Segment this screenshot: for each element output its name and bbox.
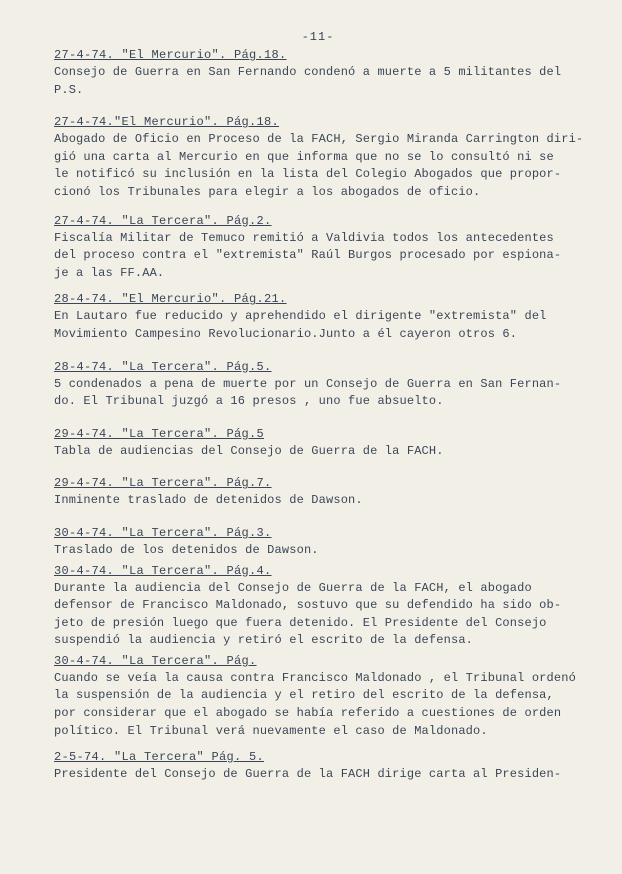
entry [54, 46, 582, 99]
entry-line: Cuando se veía la causa contra Francisco Maldonado , el Tribunal ordenó [54, 670, 576, 685]
entry-line: Fiscalía Militar de Temuco remitió a Valdivia todos los antecedentes [54, 230, 554, 245]
entry-heading: 27-4-74. "La Tercera". Pág.2. [54, 213, 272, 228]
entry [54, 562, 582, 650]
entry-heading: 30-4-74. "La Tercera". Pág. [54, 653, 257, 668]
entry-line: defensor de Francisco Maldonado, sostuvo que su defendido ha sido ob- [54, 598, 562, 613]
entry-line: suspendió la audiencia y retiró el escrito de la defensa. [54, 633, 474, 648]
entry [54, 113, 582, 201]
entry-heading: 29-4-74. "La Tercera". Pág.5 [54, 426, 265, 441]
entry-line: Presidente del Consejo de Guerra de la FACH dirige carta al Presiden- [54, 767, 562, 782]
entry-heading: 2-5-74. "La Tercera" Pág. 5. [54, 750, 265, 765]
entry [54, 425, 582, 461]
entry-heading: 27-4-74. "El Mercurio". Pág.18. [54, 48, 287, 62]
entry-line: jeto de presión luego que fuera detenido. El Presidente del Consejo [54, 615, 547, 630]
entry-line: 5 condenados a pena de muerte por un Consejo de Guerra en San Fernan- [54, 376, 562, 391]
page-number: -11- [301, 30, 335, 44]
entry-line: la suspensión de la audiencia y el retiro del escrito de la defensa, [54, 688, 554, 703]
entry-line: je a las FF.AA. [54, 265, 165, 280]
entry-line: Consejo de Guerra en San Fernando condenó a muerte a 5 militantes del [54, 65, 562, 79]
entry [54, 748, 582, 784]
entry-line: P.S. [54, 82, 84, 97]
entry [54, 524, 582, 560]
entry-heading: 30-4-74. "La Tercera". Pág.4. [54, 563, 272, 578]
entry-line: gió una carta al Mercurio en que informa que no se lo consultó ni se [54, 149, 554, 164]
entry-line: cionó los Tribunales para elegir a los abogados de oficio. [54, 184, 481, 199]
entry-heading: 28-4-74. "El Mercurio". Pág.21. [54, 292, 287, 307]
entry [54, 212, 582, 283]
entry-line: político. El Tribunal verá nuevamente el caso de Maldonado. [54, 723, 488, 738]
entry-line: do. El Tribunal juzgó a 16 presos , uno fue absuelto. [54, 394, 444, 409]
entry-heading: 29-4-74. "La Tercera". Pág.7. [54, 476, 272, 491]
entry [54, 652, 582, 740]
entry-line: Movimiento Campesino Revolucionario.Junto a él cayeron otros 6. [54, 326, 518, 341]
entry-line: Traslado de los detenidos de Dawson. [54, 542, 319, 557]
entry-line: En Lautaro fue reducido y aprehendido el dirigente "extremista" del [54, 309, 547, 324]
entry-heading: 28-4-74. "La Tercera". Pág.5. [54, 359, 272, 374]
entry-line: Abogado de Oficio en Proceso de la FACH, Sergio Miranda Carrington diri- [54, 132, 584, 147]
entry-line: Durante la audiencia del Consejo de Guerra de la FACH, el abogado [54, 580, 532, 595]
entry-line: le notificó su inclusión en la lista del Colegio Abogados que propor- [54, 167, 562, 182]
entry-line: por considerar que el abogado se había referido a cuestiones de orden [54, 706, 562, 721]
entry-line: Inminente traslado de detenidos de Dawson. [54, 493, 363, 508]
entry [54, 358, 582, 411]
entry [54, 290, 582, 343]
entry [54, 474, 582, 510]
entry-heading: 27-4-74."El Mercurio". Pág.18. [54, 115, 280, 130]
entry-line: del proceso contra el "extremista" Raúl Burgos procesado por espiona- [54, 248, 562, 263]
entry-line: Tabla de audiencias del Consejo de Guerra de la FACH. [54, 443, 444, 458]
entry-heading: 30-4-74. "La Tercera". Pág.3. [54, 525, 272, 540]
